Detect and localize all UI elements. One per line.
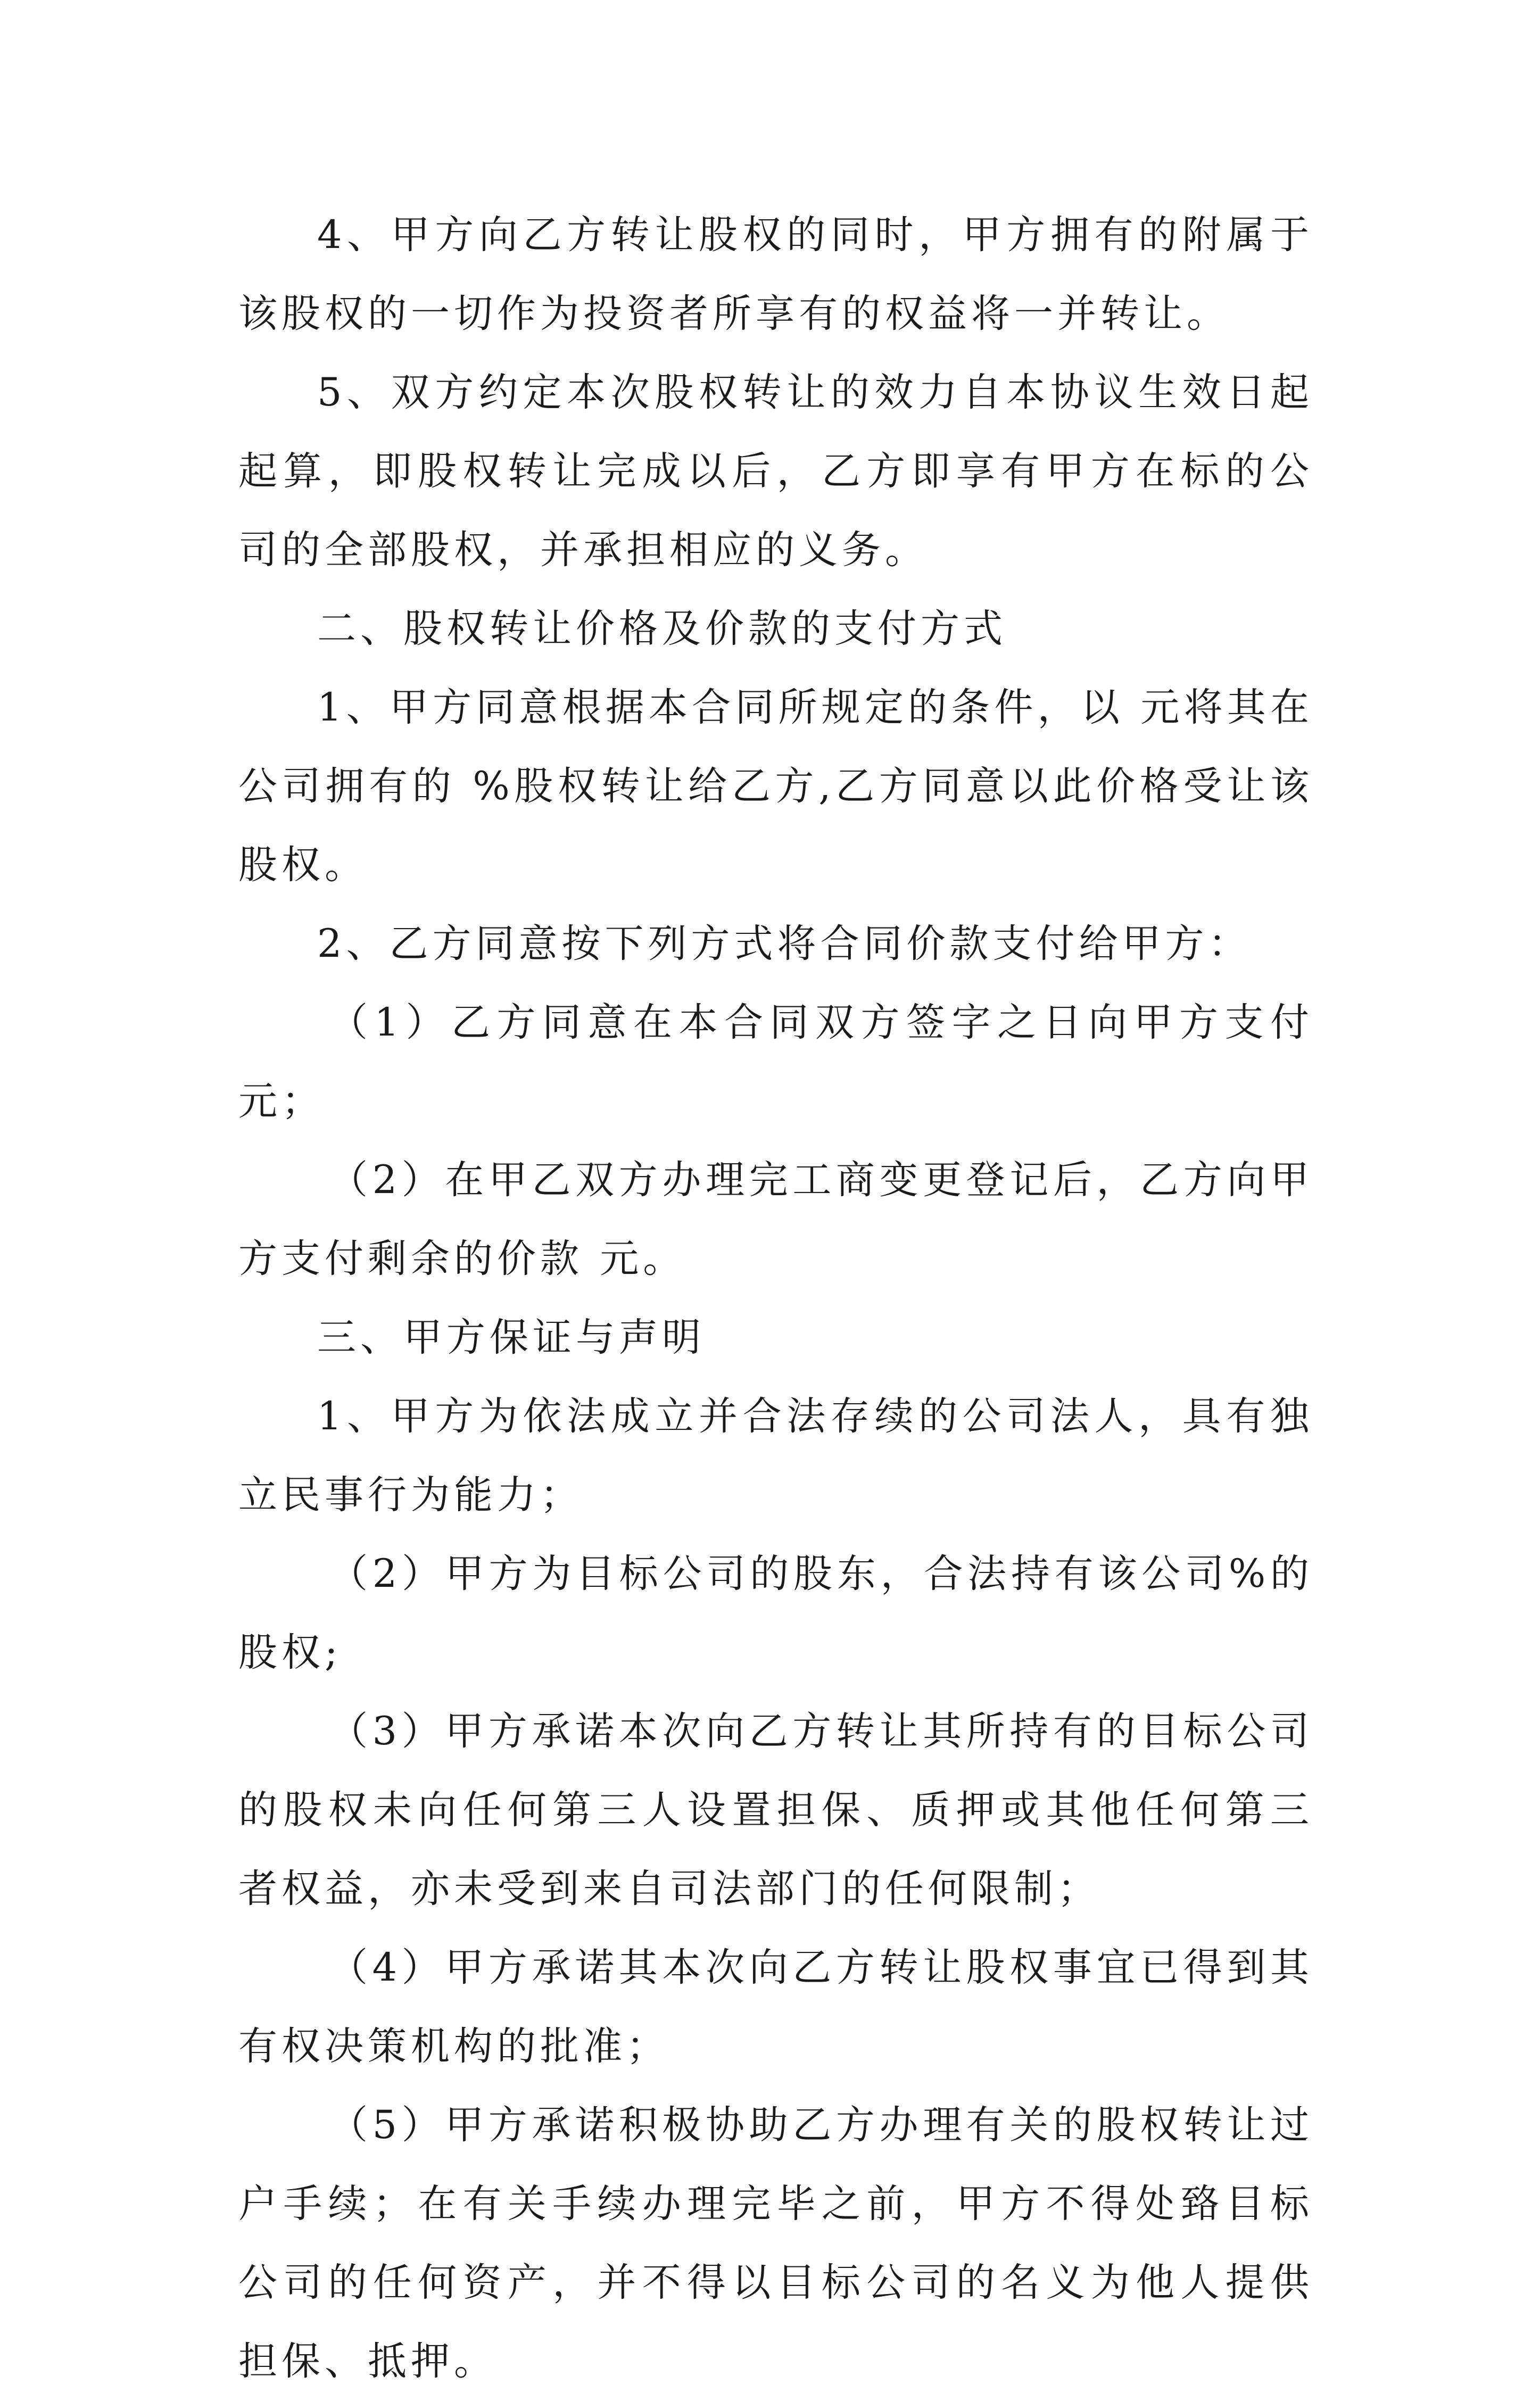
paragraph-payment-sub-1: （1）乙方同意在本合同双方签字之日向甲方支付 元； (238, 1000, 1313, 1124)
paragraph-warranty-sub-5: （5）甲方承诺积极协助乙方办理有关的股权转让过户手续；在有关手续办理完毕之前，甲方不得处臵目标公司的任何资产，并不得以目标公司的名义为他人提供担保、抵押。 (238, 2102, 1313, 2384)
paragraph-price-item-1: 1、甲方同意根据本合同所规定的条件，以 元将其在公司拥有的 %股权转让给乙方,乙方同意以此价格受让该股权。 (238, 685, 1313, 888)
paragraph-warranty-sub-4: （4）甲方承诺其本次向乙方转让股权事宜已得到其有权决策机构的批准； (238, 1945, 1313, 2069)
paragraph-price-item-2: 2、乙方同意按下列方式将合同价款支付给甲方： (317, 921, 1252, 966)
document-body (238, 196, 1313, 2401)
section-heading-warranty: 三、甲方保证与声明 (317, 1315, 705, 1360)
paragraph-warranty-sub-2: （2）甲方为目标公司的股东，合法持有该公司%的股权; (238, 1551, 1313, 1675)
paragraph-item-4: 4、甲方向乙方转让股权的同时，甲方拥有的附属于该股权的一切作为投资者所享有的权益将一并转让。 (238, 212, 1313, 336)
paragraph-warranty-sub-3: （3）甲方承诺本次向乙方转让其所持有的目标公司的股权未向任何第三人设置担保、质押或其他任何第三者权益，亦未受到来自司法部门的任何限制； (238, 1709, 1313, 1911)
paragraph-warranty-item-1: 1、甲方为依法成立并合法存续的公司法人，具有独立民事行为能力； (238, 1394, 1313, 1518)
paragraph-item-5: 5、双方约定本次股权转让的效力自本协议生效日起起算，即股权转让完成以后，乙方即享有甲方在标的公司的全部股权，并承担相应的义务。 (238, 370, 1313, 573)
paragraph-payment-sub-2: （2）在甲乙双方办理完工商变更登记后，乙方向甲方支付剩余的价款 元。 (238, 1157, 1313, 1281)
section-heading-price-payment: 二、股权转让价格及价款的支付方式 (317, 606, 1007, 651)
